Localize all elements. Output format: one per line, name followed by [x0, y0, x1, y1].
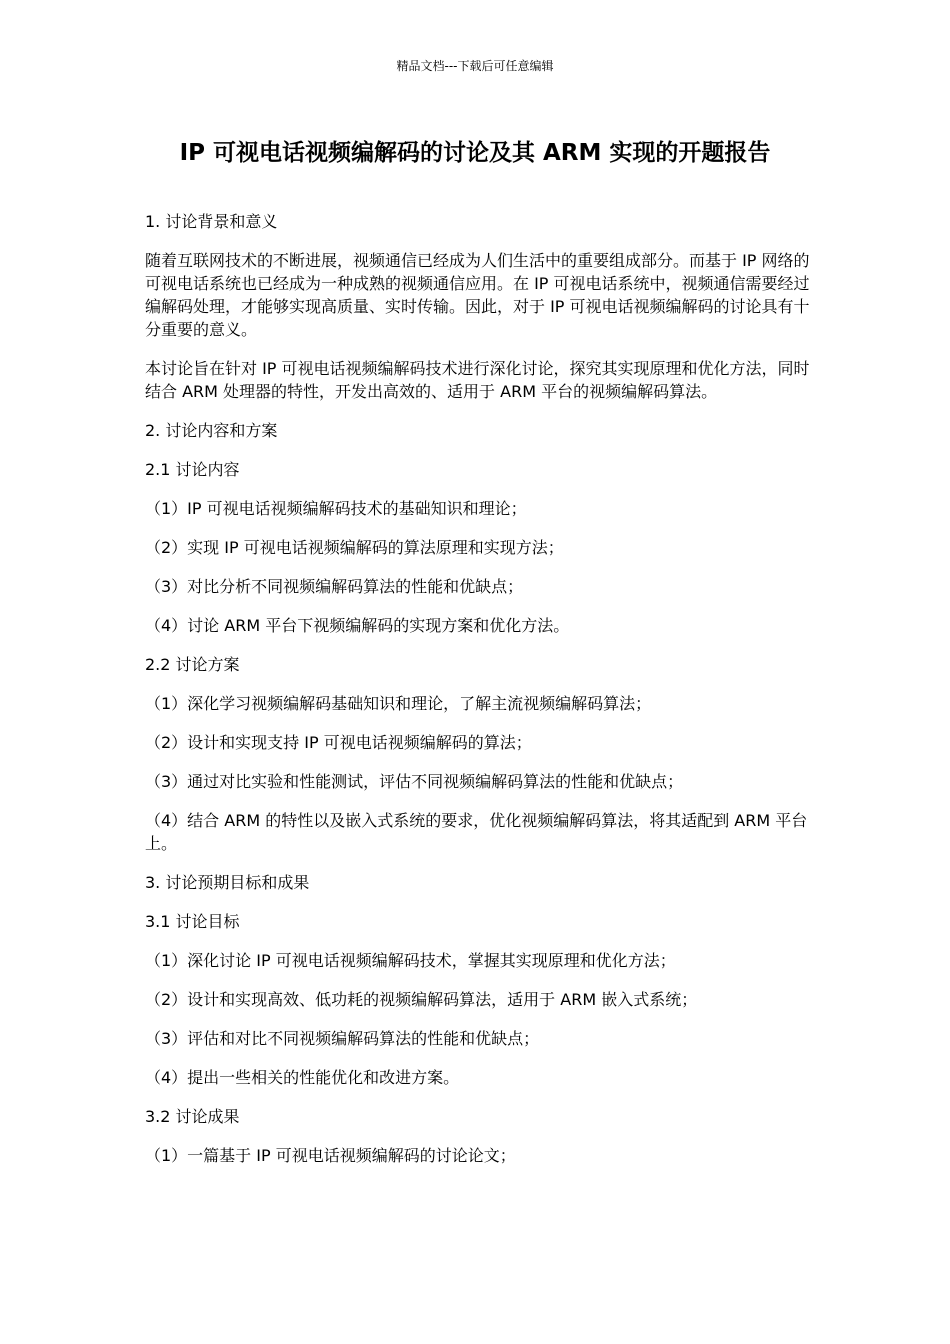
list-item: （2）设计和实现支持 IP 可视电话视频编解码的算法；	[145, 733, 532, 752]
list-item: （4）讨论 ARM 平台下视频编解码的实现方案和优化方法。	[145, 616, 570, 635]
subsection-heading-2-1: 2.1 讨论内容	[145, 460, 240, 479]
subsection-heading-3-1: 3.1 讨论目标	[145, 912, 240, 931]
document-title: IP 可视电话视频编解码的讨论及其 ARM 实现的开题报告	[179, 140, 771, 166]
section-heading-2: 2. 讨论内容和方案	[145, 421, 278, 440]
subsection-heading-2-2: 2.2 讨论方案	[145, 655, 240, 674]
list-item: （1）深化学习视频编解码基础知识和理论，了解主流视频编解码算法；	[145, 694, 652, 713]
list-item: （2）设计和实现高效、低功耗的视频编解码算法，适用于 ARM 嵌入式系统；	[145, 990, 698, 1009]
list-item: （1）深化讨论 IP 可视电话视频编解码技术，掌握其实现原理和优化方法；	[145, 951, 676, 970]
list-item: （4）提出一些相关的性能优化和改进方案。	[145, 1068, 460, 1087]
paragraph-aim: 本讨论旨在针对 IP 可视电话视频编解码技术进行深化讨论，探究其实现原理和优化方法，同时结合 ARM 处理器的特性，开发出高效的、适用于 ARM 平台的视频编解码算法。	[145, 359, 810, 401]
section-heading-1: 1. 讨论背景和意义	[145, 212, 278, 231]
list-item: （3）对比分析不同视频编解码算法的性能和优缺点；	[145, 577, 524, 596]
list-item: （1）IP 可视电话视频编解码技术的基础知识和理论；	[145, 499, 527, 518]
list-item: （3）评估和对比不同视频编解码算法的性能和优缺点；	[145, 1029, 540, 1048]
header-note: 精品文档---下载后可任意编辑	[396, 59, 554, 73]
document-body	[145, 210, 810, 1183]
paragraph-background: 随着互联网技术的不断进展，视频通信已经成为人们生活中的重要组成部分。而基于 IP 网络的可视电话系统也已经成为一种成熟的视频通信应用。在 IP 可视电话系统中，视频通信需要经过编解码处理，才能够实现高质量、实时传输。因此，对于 IP 可视电话视频编解码的讨论具有十分重要的意义。	[145, 251, 810, 339]
list-item: （4）结合 ARM 的特性以及嵌入式系统的要求，优化视频编解码算法，将其适配到 ARM 平台上。	[145, 811, 808, 853]
section-heading-3: 3. 讨论预期目标和成果	[145, 873, 310, 892]
list-item: （1）一篇基于 IP 可视电话视频编解码的讨论论文；	[145, 1146, 516, 1165]
list-item: （3）通过对比实验和性能测试，评估不同视频编解码算法的性能和优缺点；	[145, 772, 684, 791]
subsection-heading-3-2: 3.2 讨论成果	[145, 1107, 240, 1126]
list-item: （2）实现 IP 可视电话视频编解码的算法原理和实现方法；	[145, 538, 564, 557]
